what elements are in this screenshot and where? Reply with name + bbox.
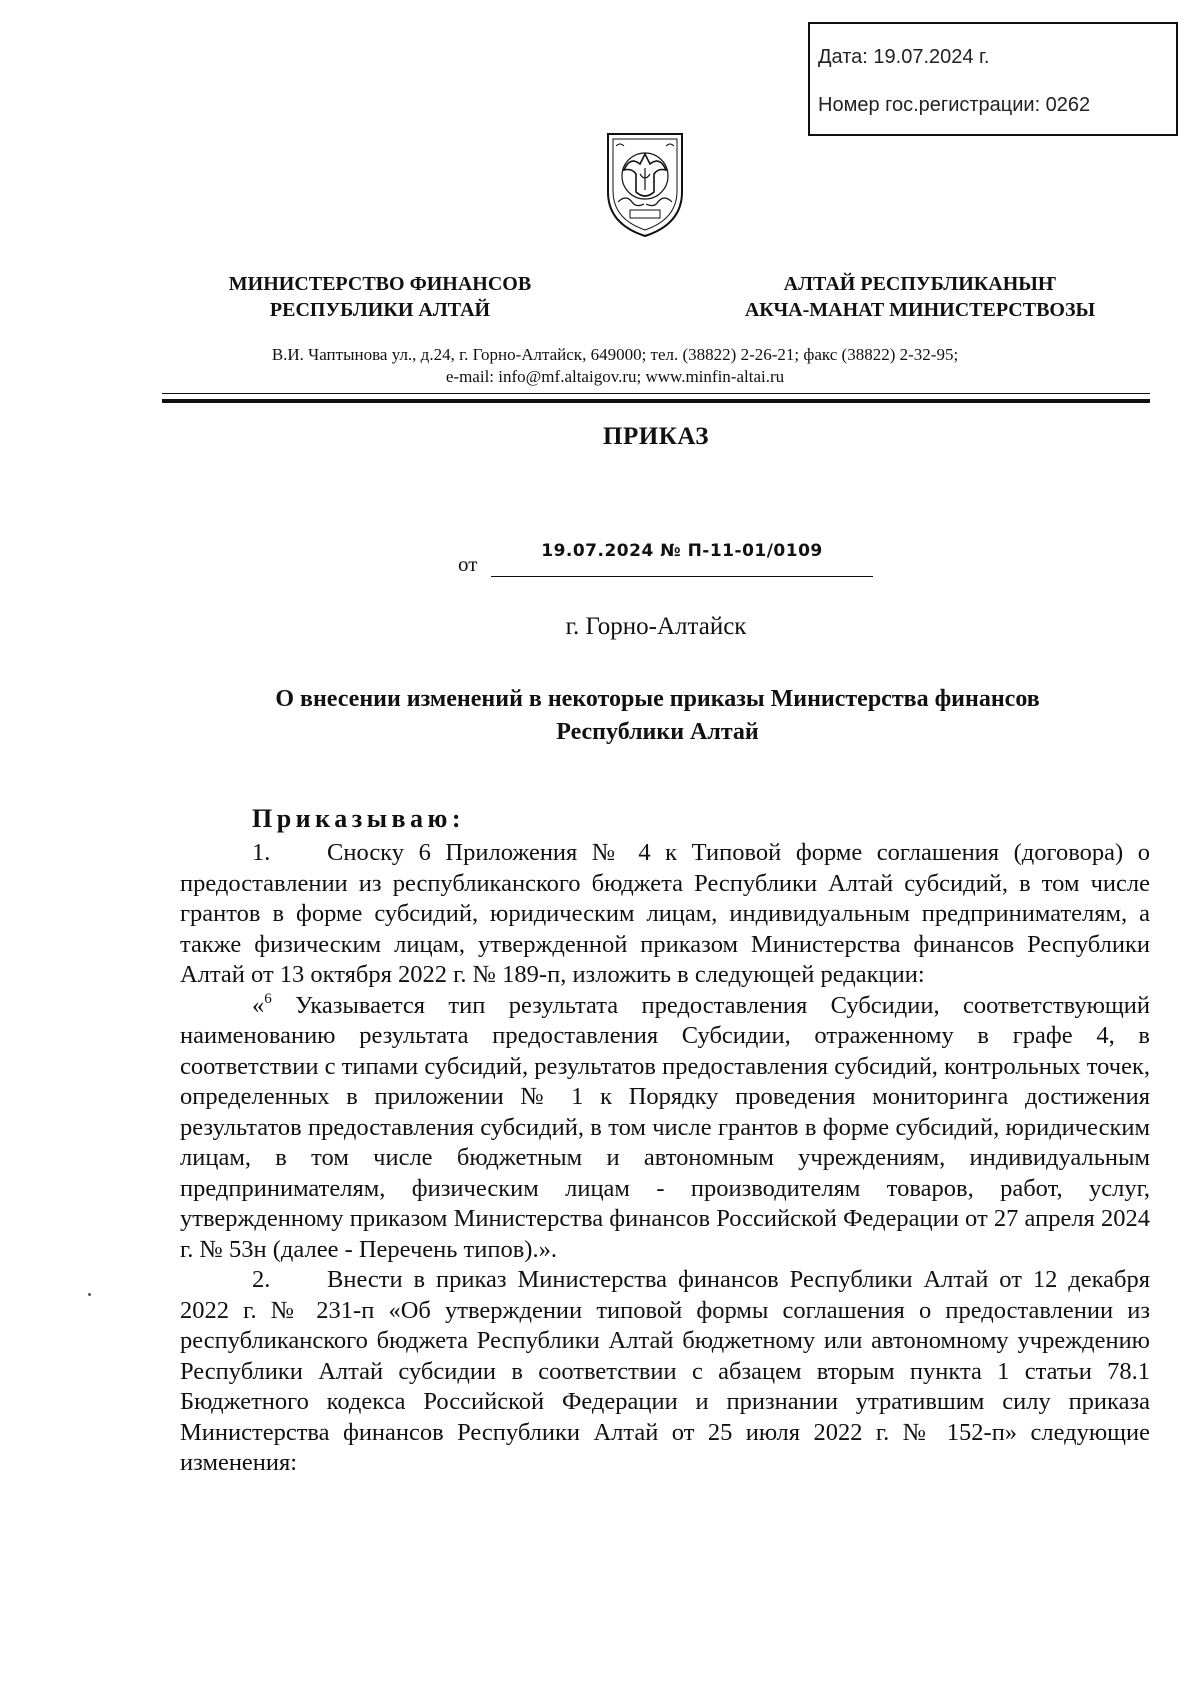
paragraph-1-number: 1. — [252, 839, 271, 866]
altai-republic-emblem-icon — [600, 130, 690, 240]
registration-date: Дата: 19.07.2024 г. — [818, 46, 990, 68]
footnote-marker: 6 — [264, 990, 272, 1007]
footnote-open-quote: « — [252, 991, 265, 1019]
date-label: от — [458, 552, 478, 576]
document-city: г. Горно-Алтайск — [565, 613, 747, 640]
document-title: ПРИКАЗ — [603, 423, 709, 450]
paragraph-1-text: Сноску 6 Приложения № 4 к Типовой форме соглашения (договора) о предоставлении из республиканского бюджета Республики Алтай субсидий, в том числе грантов в форме субсидий, юридическим лицам, индивидуальным предпринимателям, а также физическим лицам, утвержденной приказом Министерства финансов Республики Алтай от 13 октября 2022 г. № 189-п, изложить в следующей редакции: — [180, 839, 1150, 988]
document-date-number: 19.07.2024 № П-11-01/0109 — [541, 541, 823, 561]
header-divider-thin — [162, 393, 1150, 394]
document-body — [180, 838, 1150, 1479]
ministry-name-russian — [200, 271, 560, 323]
ministry-name-altai-line1: АЛТАЙ РЕСПУБЛИКАНЫҤ — [783, 273, 1057, 295]
ministry-name-russian-line1: МИНИСТЕРСТВО ФИНАНСОВ — [228, 273, 532, 295]
registration-box — [808, 22, 1178, 136]
header-divider-thick — [162, 399, 1150, 403]
order-heading: Приказываю: — [252, 804, 466, 833]
paragraph-footnote — [180, 991, 1150, 1266]
subject-line-2: Республики Алтай — [556, 719, 759, 745]
registration-number: Номер гос.регистрации: 0262 — [818, 94, 1091, 116]
ministry-name-altai — [690, 271, 1150, 323]
contacts-line: e-mail: info@mf.altaigov.ru; www.minfin-altai.ru — [445, 367, 785, 386]
paragraph-2-text: Внести в приказ Министерства финансов Республики Алтай от 12 декабря 2022 г. № 231-п «Об утверждении типовой формы соглашения о предоставлении из республиканского бюджета Республики Алтай бюджетному или автономному учреждению Республики Алтай субсидии в соответствии с абзацем вторым пункта 1 статьи 78.1 Бюджетного кодекса Российской Федерации и признании утратившим силу приказа Министерства финансов Республики Алтай от 25 июля 2022 г. № 152-п» следующие изменения: — [180, 1266, 1150, 1476]
ministry-address — [180, 344, 1050, 388]
scan-speck — [88, 1293, 91, 1296]
footnote-text: Указывается тип результата предоставления Субсидии, соответствующий наименованию результата предоставления Субсидии, отраженному в графе 4, в соответствии с типами субсидий, результатов предоставления субсидий, контрольных точек, определенных в приложении № 1 к Порядку проведения мониторинга достижения результатов предоставления субсидий, в том числе грантов в форме субсидий, юридическим лицам, в том числе бюджетным и автономным учреждениям, индивидуальным предпринимателям, физическим лицам - производителям товаров, работ, услуг, утвержденному приказом Министерства финансов Российской Федерации от 27 апреля 2024 г. № 53н (далее - Перечень типов).». — [180, 991, 1150, 1263]
document-subject — [165, 683, 1150, 749]
date-underline — [491, 576, 873, 577]
ministry-name-altai-line2: АКЧА-МАНАТ МИНИСТЕРСТВОЗЫ — [744, 299, 1096, 321]
address-line: В.И. Чаптынова ул., д.24, г. Горно-Алтайск, 649000; тел. (38822) 2-26-21; факс (38822) 2-32-95; — [271, 345, 959, 364]
subject-line-1: О внесении изменений в некоторые приказы Министерства финансов — [275, 686, 1040, 712]
ministry-name-russian-line2: РЕСПУБЛИКИ АЛТАЙ — [269, 299, 491, 321]
paragraph-2 — [180, 1265, 1150, 1479]
paragraph-1 — [180, 838, 1150, 991]
paragraph-2-number: 2. — [252, 1266, 271, 1293]
